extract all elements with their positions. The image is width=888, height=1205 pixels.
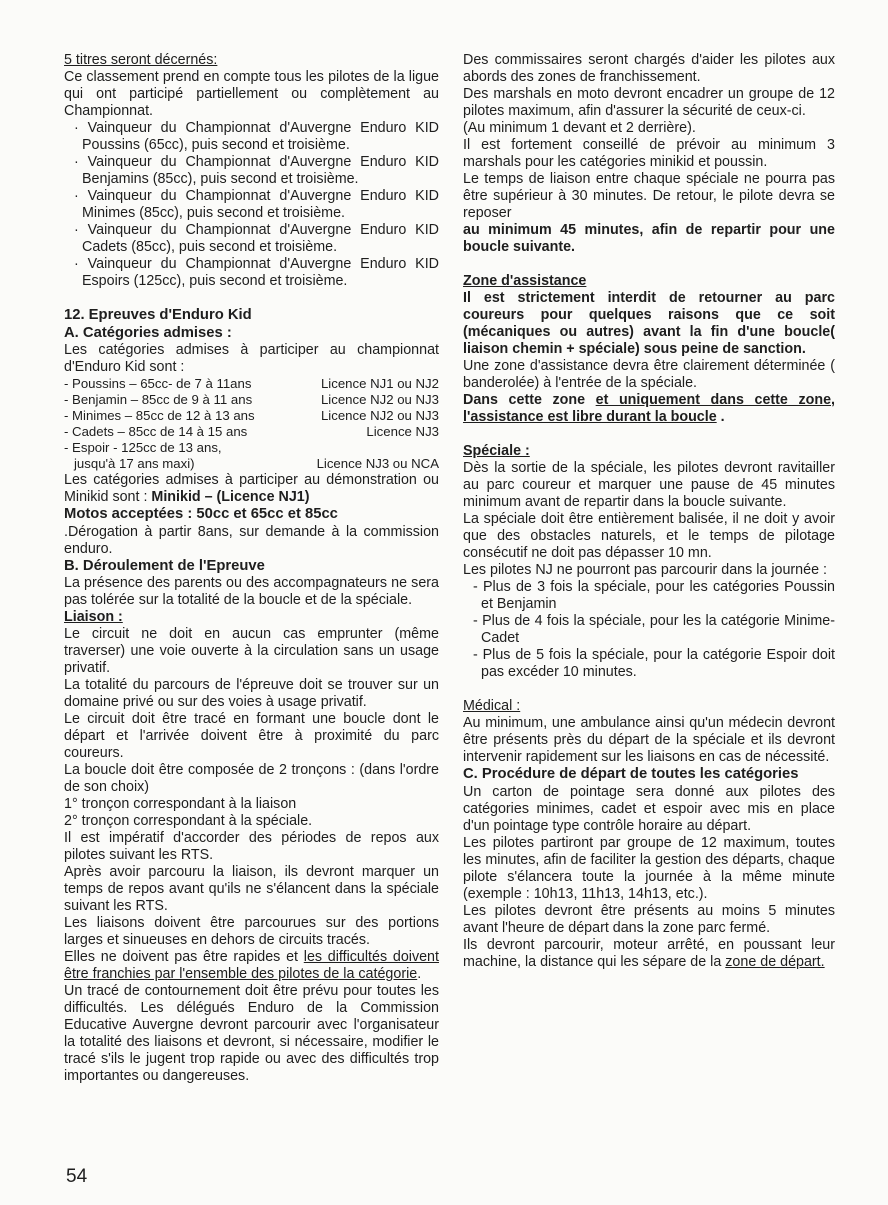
winner-item: · Vainqueur du Championnat d'Auvergne Enduro KID Espoirs (125cc), puis second et troisième.	[74, 256, 439, 289]
assistance-warning: Il est strictement interdit de retourner au parc coureurs pour quelques raisons que ce soit (mécaniques ou autres) avant la fin d'une boucle( liaison chemin + spéciale) sous peine de sanction.	[463, 290, 835, 357]
demo-paragraph: Les catégories admises à participer au démonstration ou Minikid sont : Minikid – (Licence NJ1)	[64, 472, 439, 505]
liaison-paragraph: La boucle doit être composée de 2 tronçons : (dans l'ordre de son choix)	[64, 762, 439, 795]
speciale-paragraph: Dès la sortie de la spéciale, les pilotes devront ravitailler au parc coureur et marquer une pause de 45 minutes minimum avant de repartir dans la boucle suivante.	[463, 460, 835, 510]
temps-liaison-paragraph: Le temps de liaison entre chaque spéciale ne pourra pas être supérieur à 30 minutes. De retour, le pilote devra se reposer	[463, 171, 835, 221]
medical-paragraph: Au minimum, une ambulance ainsi qu'un médecin devront être présents près du départ de la spéciale et ils devront intervenir rapidement sur les liaisons en cas de nécessité.	[463, 715, 835, 765]
category-row: - Espoir - 125cc de 13 ans,	[64, 440, 222, 455]
category-row: jusqu'à 17 ans maxi) Licence NJ3 ou NCA	[74, 456, 439, 471]
groupes-paragraph: Les pilotes partiront par groupe de 12 maximum, toutes les minutes, afin de faciliter la gestion des départs, chaque pilote s'élancera toute la journée à la même minute (exemple : 10h13, 11h13, 14h13, etc.).	[463, 834, 835, 902]
winner-item: · Vainqueur du Championnat d'Auvergne Enduro KID Minimes (85cc), puis second et troisième.	[74, 188, 439, 221]
winner-item: · Vainqueur du Championnat d'Auvergne Enduro KID Cadets (85cc), puis second et troisième.	[74, 222, 439, 255]
categories-intro: Les catégories admises à participer au championnat d'Enduro Kid sont :	[64, 342, 439, 375]
assistance-heading: Zone d'assistance	[463, 273, 587, 289]
categories-table	[64, 376, 439, 472]
liaison-paragraph: Il est impératif d'accorder des périodes de repos aux pilotes suivant les RTS.	[64, 830, 439, 863]
category-row: - Cadets – 85cc de 14 à 15 ans Licence NJ3	[64, 424, 439, 439]
right-column	[463, 52, 835, 971]
speciale-heading: Spéciale :	[463, 443, 530, 459]
presence-paragraph: La présence des parents ou des accompagnateurs ne sera pas tolérée sur la totalité de la boucle et de la spéciale.	[64, 575, 439, 608]
titres-intro: Ce classement prend en compte tous les pilotes de la ligue qui ont participé partiellement ou complètement au Championnat.	[64, 69, 439, 119]
commissaires-paragraph: Des commissaires seront chargés d'aider les pilotes aux abords des zones de franchissement.	[463, 52, 835, 85]
speciale-paragraph: La spéciale doit être entièrement balisée, il ne doit y avoir que des obstacles naturels, et le temps de pilotage consécutif ne doit pas dépasser 10 mn.	[463, 511, 835, 561]
category-row: - Poussins – 65cc- de 7 à 11ans Licence NJ1 ou NJ2	[64, 376, 439, 391]
medical-heading: Médical :	[463, 698, 521, 714]
speciale-list-item: - Plus de 5 fois la spéciale, pour la catégorie Espoir doit pas excéder 10 minutes.	[473, 647, 835, 680]
presents-paragraph: Les pilotes devront être présents au moins 5 minutes avant l'heure de départ dans la zone parc fermé.	[463, 902, 835, 936]
liaison-paragraph: Un tracé de contournement doit être prévu pour toutes les difficultés. Les délégués Enduro de la Commission Educative Auvergne devront parcourir avec l'organisateur la totalité des liaisons et devront, si nécessaire, modifier le tracé s'ils le jugent trop rapide ou avec des difficultés trop importantes ou dangereuses.	[64, 983, 439, 1084]
section-12-title: 12. Epreuves d'Enduro Kid	[64, 307, 252, 323]
category-row: - Minimes – 85cc de 12 à 13 ans Licence NJ2 ou NJ3	[64, 408, 439, 423]
speciale-paragraph: Les pilotes NJ ne pourront pas parcourir dans la journée :	[463, 562, 827, 578]
winner-item: · Vainqueur du Championnat d'Auvergne Enduro KID Benjamins (85cc), puis second et troisième.	[74, 154, 439, 187]
minimum-line: (Au minimum 1 devant et 2 derrière).	[463, 120, 696, 136]
section-b-title: B. Déroulement de l'Epreuve	[64, 557, 265, 574]
section-a-title: A. Catégories admises :	[64, 324, 232, 341]
liaison-heading: Liaison :	[64, 609, 123, 625]
carton-paragraph: Un carton de pointage sera donné aux pilotes des catégories minimes, cadet et espoir avec mis en place d'un pointage type contrôle horaire au départ.	[463, 783, 835, 834]
moteur-paragraph: Ils devront parcourir, moteur arrêté, en poussant leur machine, la distance qui les sépare de la zone de départ.	[463, 936, 835, 970]
liaison-paragraph: La totalité du parcours de l'épreuve doit se trouver sur un domaine privé ou sur des voies à usage privatif.	[64, 677, 439, 710]
troncon-line: 2° tronçon correspondant à la spéciale.	[64, 813, 313, 829]
marshals-paragraph: Des marshals en moto devront encadrer un groupe de 12 pilotes maximum, afin d'assurer la sécurité de ceux-ci.	[463, 86, 835, 119]
temps-bold: au minimum 45 minutes, afin de repartir pour une boucle suivante.	[463, 222, 835, 255]
derogation: .Dérogation à partir 8ans, sur demande à la commission enduro.	[64, 523, 439, 557]
liaison-paragraph: Le circuit ne doit en aucun cas emprunter (même traverser) une voie ouverte à la circulation sans un usage privatif.	[64, 626, 439, 676]
conseil-paragraph: Il est fortement conseillé de prévoir au minimum 3 marshals pour les catégories minikid et poussin.	[463, 137, 835, 170]
assistance-paragraph: Une zone d'assistance devra être clairement déterminée ( banderolée) à l'entrée de la spéciale.	[463, 358, 835, 391]
section-c-title: C. Procédure de départ de toutes les catégories	[463, 766, 799, 782]
assistance-final: Dans cette zone et uniquement dans cette zone, l'assistance est libre durant la boucle .	[463, 392, 835, 425]
liaison-paragraph: Elles ne doivent pas être rapides et les difficultés doivent être franchies par l'ensemble des pilotes de la catégorie.	[64, 949, 439, 982]
troncon-line: 1° tronçon correspondant à la liaison	[64, 796, 297, 812]
left-column	[64, 52, 439, 1085]
speciale-list-item: - Plus de 4 fois la spéciale, pour les la catégorie Minime-Cadet	[473, 613, 835, 646]
category-row: - Benjamin – 85cc de 9 à 11 ans Licence NJ2 ou NJ3	[64, 392, 439, 407]
liaison-paragraph: Les liaisons doivent être parcourues sur des portions larges et sinueuses en dehors de circuits tracés.	[64, 915, 439, 948]
motos-acceptees: Motos acceptées : 50cc et 65cc et 85cc	[64, 506, 338, 522]
speciale-list-item: - Plus de 3 fois la spéciale, pour les catégories Poussin et Benjamin	[473, 579, 835, 612]
liaison-paragraph: Après avoir parcouru la liaison, ils devront marquer un temps de repos avant qu'ils ne s'élancent dans la spéciale suivant les RTS.	[64, 864, 439, 914]
liaison-paragraph: Le circuit doit être tracé en formant une boucle dont le départ et l'arrivée doivent être à proximité du parc coureurs.	[64, 711, 439, 761]
titres-heading: 5 titres seront décernés:	[64, 52, 218, 68]
page-number: 54	[66, 1166, 88, 1187]
winner-item: · Vainqueur du Championnat d'Auvergne Enduro KID Poussins (65cc), puis second et troisième.	[74, 120, 439, 153]
